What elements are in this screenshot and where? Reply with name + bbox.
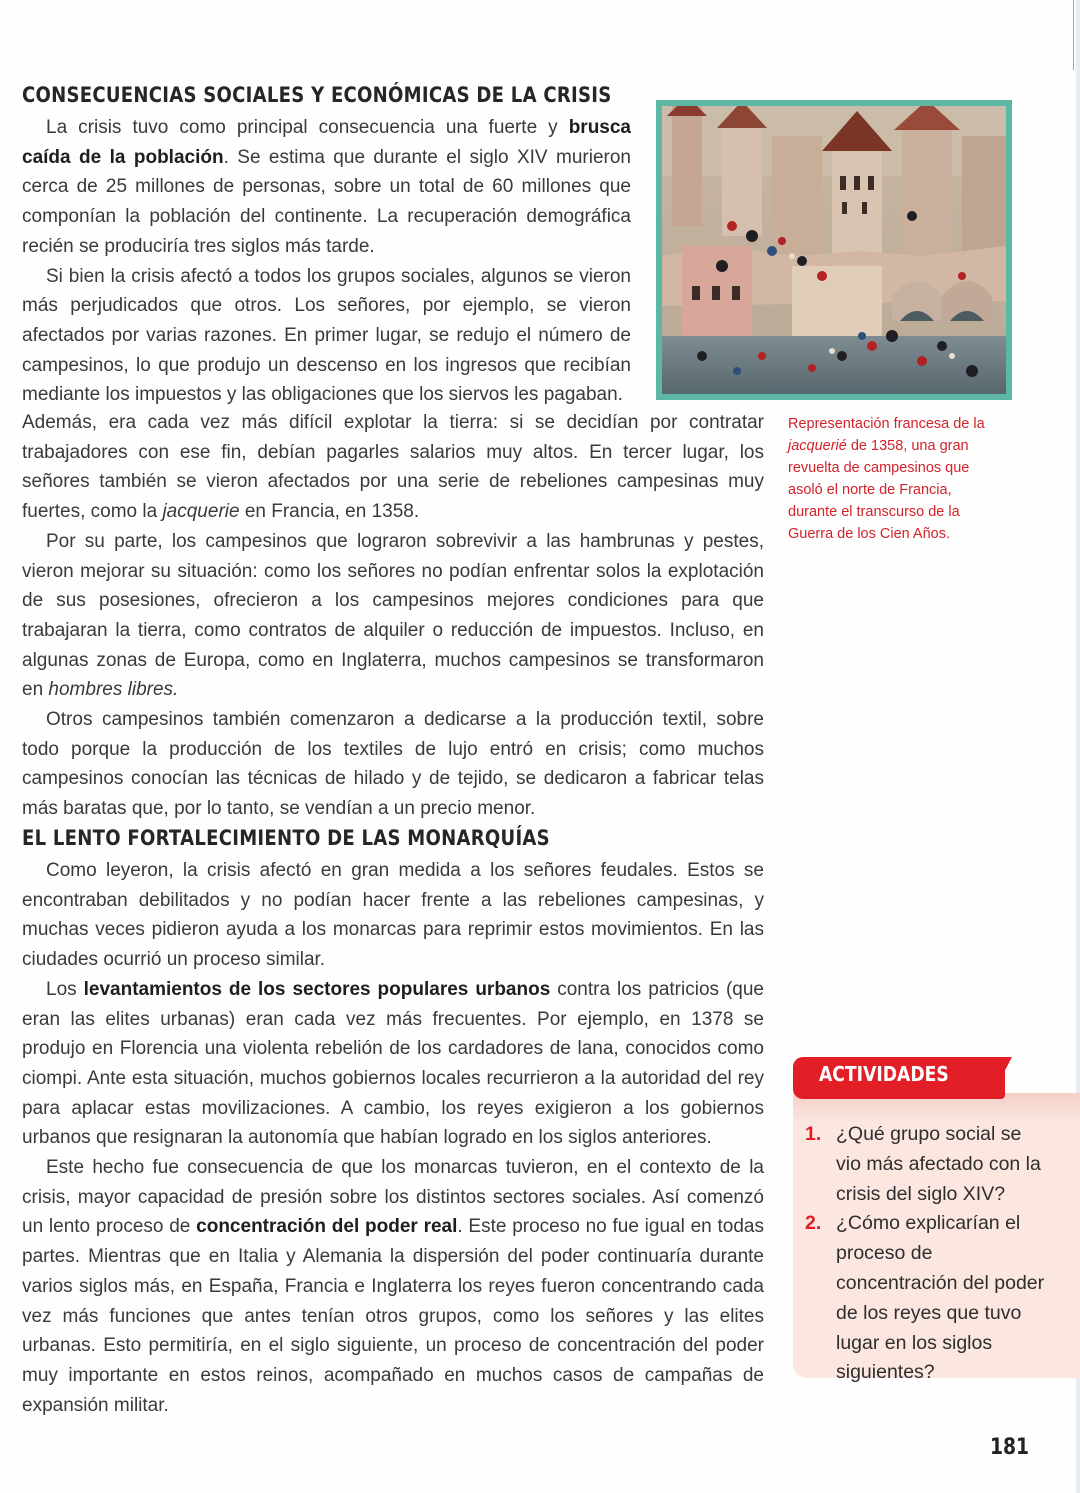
page-edge-mark <box>1073 0 1074 70</box>
paragraph: La crisis tuvo como principal consecuencia una fuerte y brusca caída de la población. Se estima que durante el siglo XIV murieron cerca de 25 millones de personas, sobre un total de 60 millones que componían la población del continente. La recuperación demográfica recién se produciría tres siglos más tarde. <box>22 117 631 257</box>
section-heading-consecuencias: CONSECUENCIAS SOCIALES Y ECONÓMICAS DE LA CRISIS <box>22 83 612 107</box>
section2-text <box>22 856 764 1420</box>
paragraph: Este hecho fue consecuencia de que los monarcas tuvieron, en el contexto de la crisis, mayor capacidad de presión sobre los distintos sectores sociales. Así comenzó un lento proceso de concentración del poder real. Este proceso no fue igual en todas partes. Mientras que en Italia y Alemania la dispersión del poder continuaría durante varios siglos más, en España, Francia e Inglaterra los reyes fueron concentrando cada vez más funciones que antes tenían otros grupos, como los señores y las elites urbanas. Esto permitiría, en el siglo siguiente, un proceso de concentración del poder muy importante en estos reinos, acompañado en muchos casos de campañas de expansión militar. <box>22 1157 764 1416</box>
activities-tab-point <box>990 1057 1012 1099</box>
paragraph: Los levantamientos de los sectores populares urbanos contra los patricios (que eran las elites urbanas) eran cada vez más frecuentes. Por ejemplo, en 1378 se produjo en Florencia una violenta rebelión de los cardadores de lana, conocidos como ciompi. Ante esta situación, muchos gobiernos locales recurrieron a la autoridad del rey para aplacar estas movilizaciones. A cambio, los reyes exigieron a los gobiernos urbanos que resignaran la autonomía que habían logrado en los siglos anteriores. <box>22 978 764 1149</box>
paragraph: Además, era cada vez más difícil explotar la tierra: si se decidían por contratar trabajadores con ese fin, debían pagarles salarios muy altos. En tercer lugar, los señores también se vieron afectados por una serie de rebeliones campesinas muy fuertes, como la jacquerie en Francia, en 1358. <box>22 412 764 523</box>
section1-text-full <box>22 408 764 824</box>
paragraph: Otros campesinos también comenzaron a dedicarse a la producción textil, sobre todo porque la producción de los textiles de lujo entró en crisis; como muchos campesinos conocían las técnicas de hilado y de tejido, se dedicaron a fabricar telas más baratas que, por lo tanto, se vendían a un precio menor. <box>22 709 764 820</box>
medieval-city-image <box>662 106 1006 394</box>
activity-question: ¿Qué grupo social se vio más afectado con la crisis del siglo XIV? <box>836 1123 1041 1205</box>
page-number: 181 <box>990 1435 1030 1460</box>
section1-text-top <box>22 113 631 410</box>
activities-title: ACTIVIDADES <box>819 1062 949 1086</box>
section-heading-monarquias: EL LENTO FORTALECIMIENTO DE LAS MONARQUÍAS <box>22 826 550 850</box>
jacquerie-illustration <box>656 100 1012 400</box>
paragraph: Si bien la crisis afectó a todos los grupos sociales, algunos se vieron más perjudicados que otros. Los señores, por ejemplo, se vieron afectados por varias razones. En primer lugar, se redujo el número de campesinos, lo que produjo un descenso en los ingresos que recibían mediante los impuestos y las obligaciones que los siervos les pagaban. <box>22 265 631 406</box>
activity-number: 2. <box>805 1212 822 1235</box>
activity-item <box>805 1120 1045 1209</box>
paragraph: Por su parte, los campesinos que lograron sobrevivir a las hambrunas y pestes, vieron mejorar su situación: como los señores no podían enfrentar solos la explotación de sus posesiones, ofrecieron a los campesinos mejores condiciones para que trabajaran la tierra, como contratos de alquiler o reducción de impuestos. Incluso, en algunas zonas de Europa, como en Inglaterra, muchos campesinos se transformaron en hombres libres. <box>22 530 764 701</box>
activity-question: ¿Cómo explicarían el proceso de concentración del poder de los reyes que tuvo lugar en los siglos siguientes? <box>836 1212 1045 1384</box>
activity-item <box>805 1209 1045 1388</box>
figure-caption: Representación francesa de la jacquerié de 1358, una gran revuelta de campesinos que asoló el norte de Francia, durante el transcurso de la Guerra de los Cien Años. <box>788 416 985 542</box>
activity-number: 1. <box>805 1123 822 1145</box>
activities-list <box>805 1120 1045 1388</box>
paragraph: Como leyeron, la crisis afectó en gran medida a los señores feudales. Estos se encontraban debilitados y no podían hacer frente a las rebeliones campesinas, y muchas veces pidieron ayuda a los monarcas para reprimir estos movimientos. En las ciudades ocurrió un proceso similar. <box>22 860 764 971</box>
